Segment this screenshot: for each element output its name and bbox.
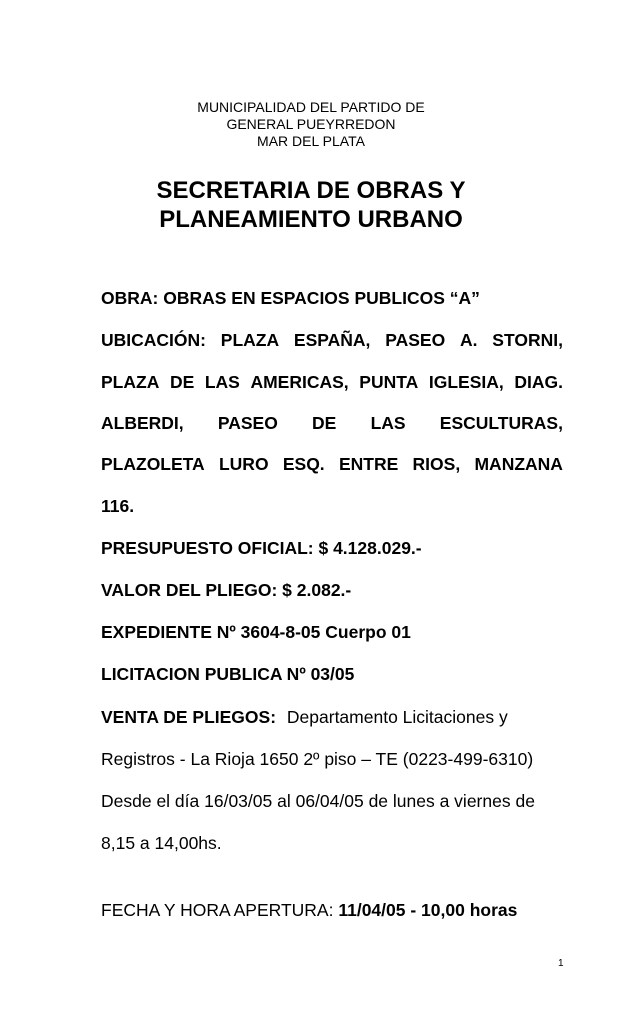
word: LAS xyxy=(204,372,240,392)
header-line-1: MUNICIPALIDAD DEL PARTIDO DE xyxy=(197,99,425,115)
word: A. xyxy=(459,330,478,350)
venta-label: VENTA DE PLIEGOS: xyxy=(101,707,277,727)
ubicacion-line-2 xyxy=(101,371,563,393)
word: LAS xyxy=(370,413,406,433)
header-line-3: MAR DEL PLATA xyxy=(257,133,365,149)
valor-pliego-line: VALOR DEL PLIEGO: $ 2.082.- xyxy=(101,580,352,600)
title-line-1: SECRETARIA DE OBRAS Y xyxy=(156,177,466,204)
obra-line: OBRA: OBRAS EN ESPACIOS PUBLICOS “A” xyxy=(101,288,480,308)
venta-line-2: Registros - La Rioja 1650 2º piso – TE (0223-499-6310) xyxy=(101,749,534,769)
venta-line-3: Desde el día 16/03/05 al 06/04/05 de lunes a viernes de xyxy=(101,791,535,811)
venta-line-4: 8,15 a 14,00hs. xyxy=(101,833,222,853)
page-number: 1 xyxy=(558,958,564,969)
ubicacion-line-1 xyxy=(101,329,563,351)
licitacion-line: LICITACION PUBLICA Nº 03/05 xyxy=(101,664,355,684)
apertura-line xyxy=(101,899,563,921)
word: PASEO xyxy=(217,413,278,433)
header-line-2: GENERAL PUEYRREDON xyxy=(226,116,396,132)
word: DIAG. xyxy=(514,372,563,392)
word: ESCULTURAS, xyxy=(439,413,563,433)
apertura-label: FECHA Y HORA APERTURA: xyxy=(101,900,334,920)
word: RIOS, xyxy=(412,454,461,474)
ubicacion-line-4 xyxy=(101,453,563,475)
word: PASEO xyxy=(385,330,446,350)
presupuesto-line: PRESUPUESTO OFICIAL: $ 4.128.029.- xyxy=(101,538,422,558)
word: PLAZA xyxy=(101,372,160,392)
word: DE xyxy=(169,372,195,392)
word: LURO xyxy=(218,454,269,474)
word: PUNTA xyxy=(359,372,419,392)
word: ESPAÑA, xyxy=(293,330,371,350)
word: PLAZA xyxy=(220,330,280,350)
title-line-2: PLANEAMIENTO URBANO xyxy=(159,206,463,233)
word: STORNI, xyxy=(492,330,563,350)
word: PLAZOLETA xyxy=(101,454,205,474)
venta-line-1 xyxy=(101,706,563,728)
word: AMERICAS, xyxy=(250,372,349,392)
apertura-value: 11/04/05 - 10,00 horas xyxy=(338,900,518,920)
word: MANZANA xyxy=(474,454,563,474)
ubicacion-line-3 xyxy=(101,412,563,434)
word: UBICACIÓN: xyxy=(101,330,206,350)
expediente-line: EXPEDIENTE Nº 3604-8-05 Cuerpo 01 xyxy=(101,622,411,642)
word: DE xyxy=(312,413,337,433)
ubicacion-line-5: 116. xyxy=(101,496,135,516)
word: ENTRE xyxy=(338,454,399,474)
word: IGLESIA, xyxy=(428,372,504,392)
word: ESQ. xyxy=(282,454,325,474)
word: ALBERDI, xyxy=(101,413,184,433)
venta-text-1: Departamento Licitaciones y xyxy=(286,707,508,727)
